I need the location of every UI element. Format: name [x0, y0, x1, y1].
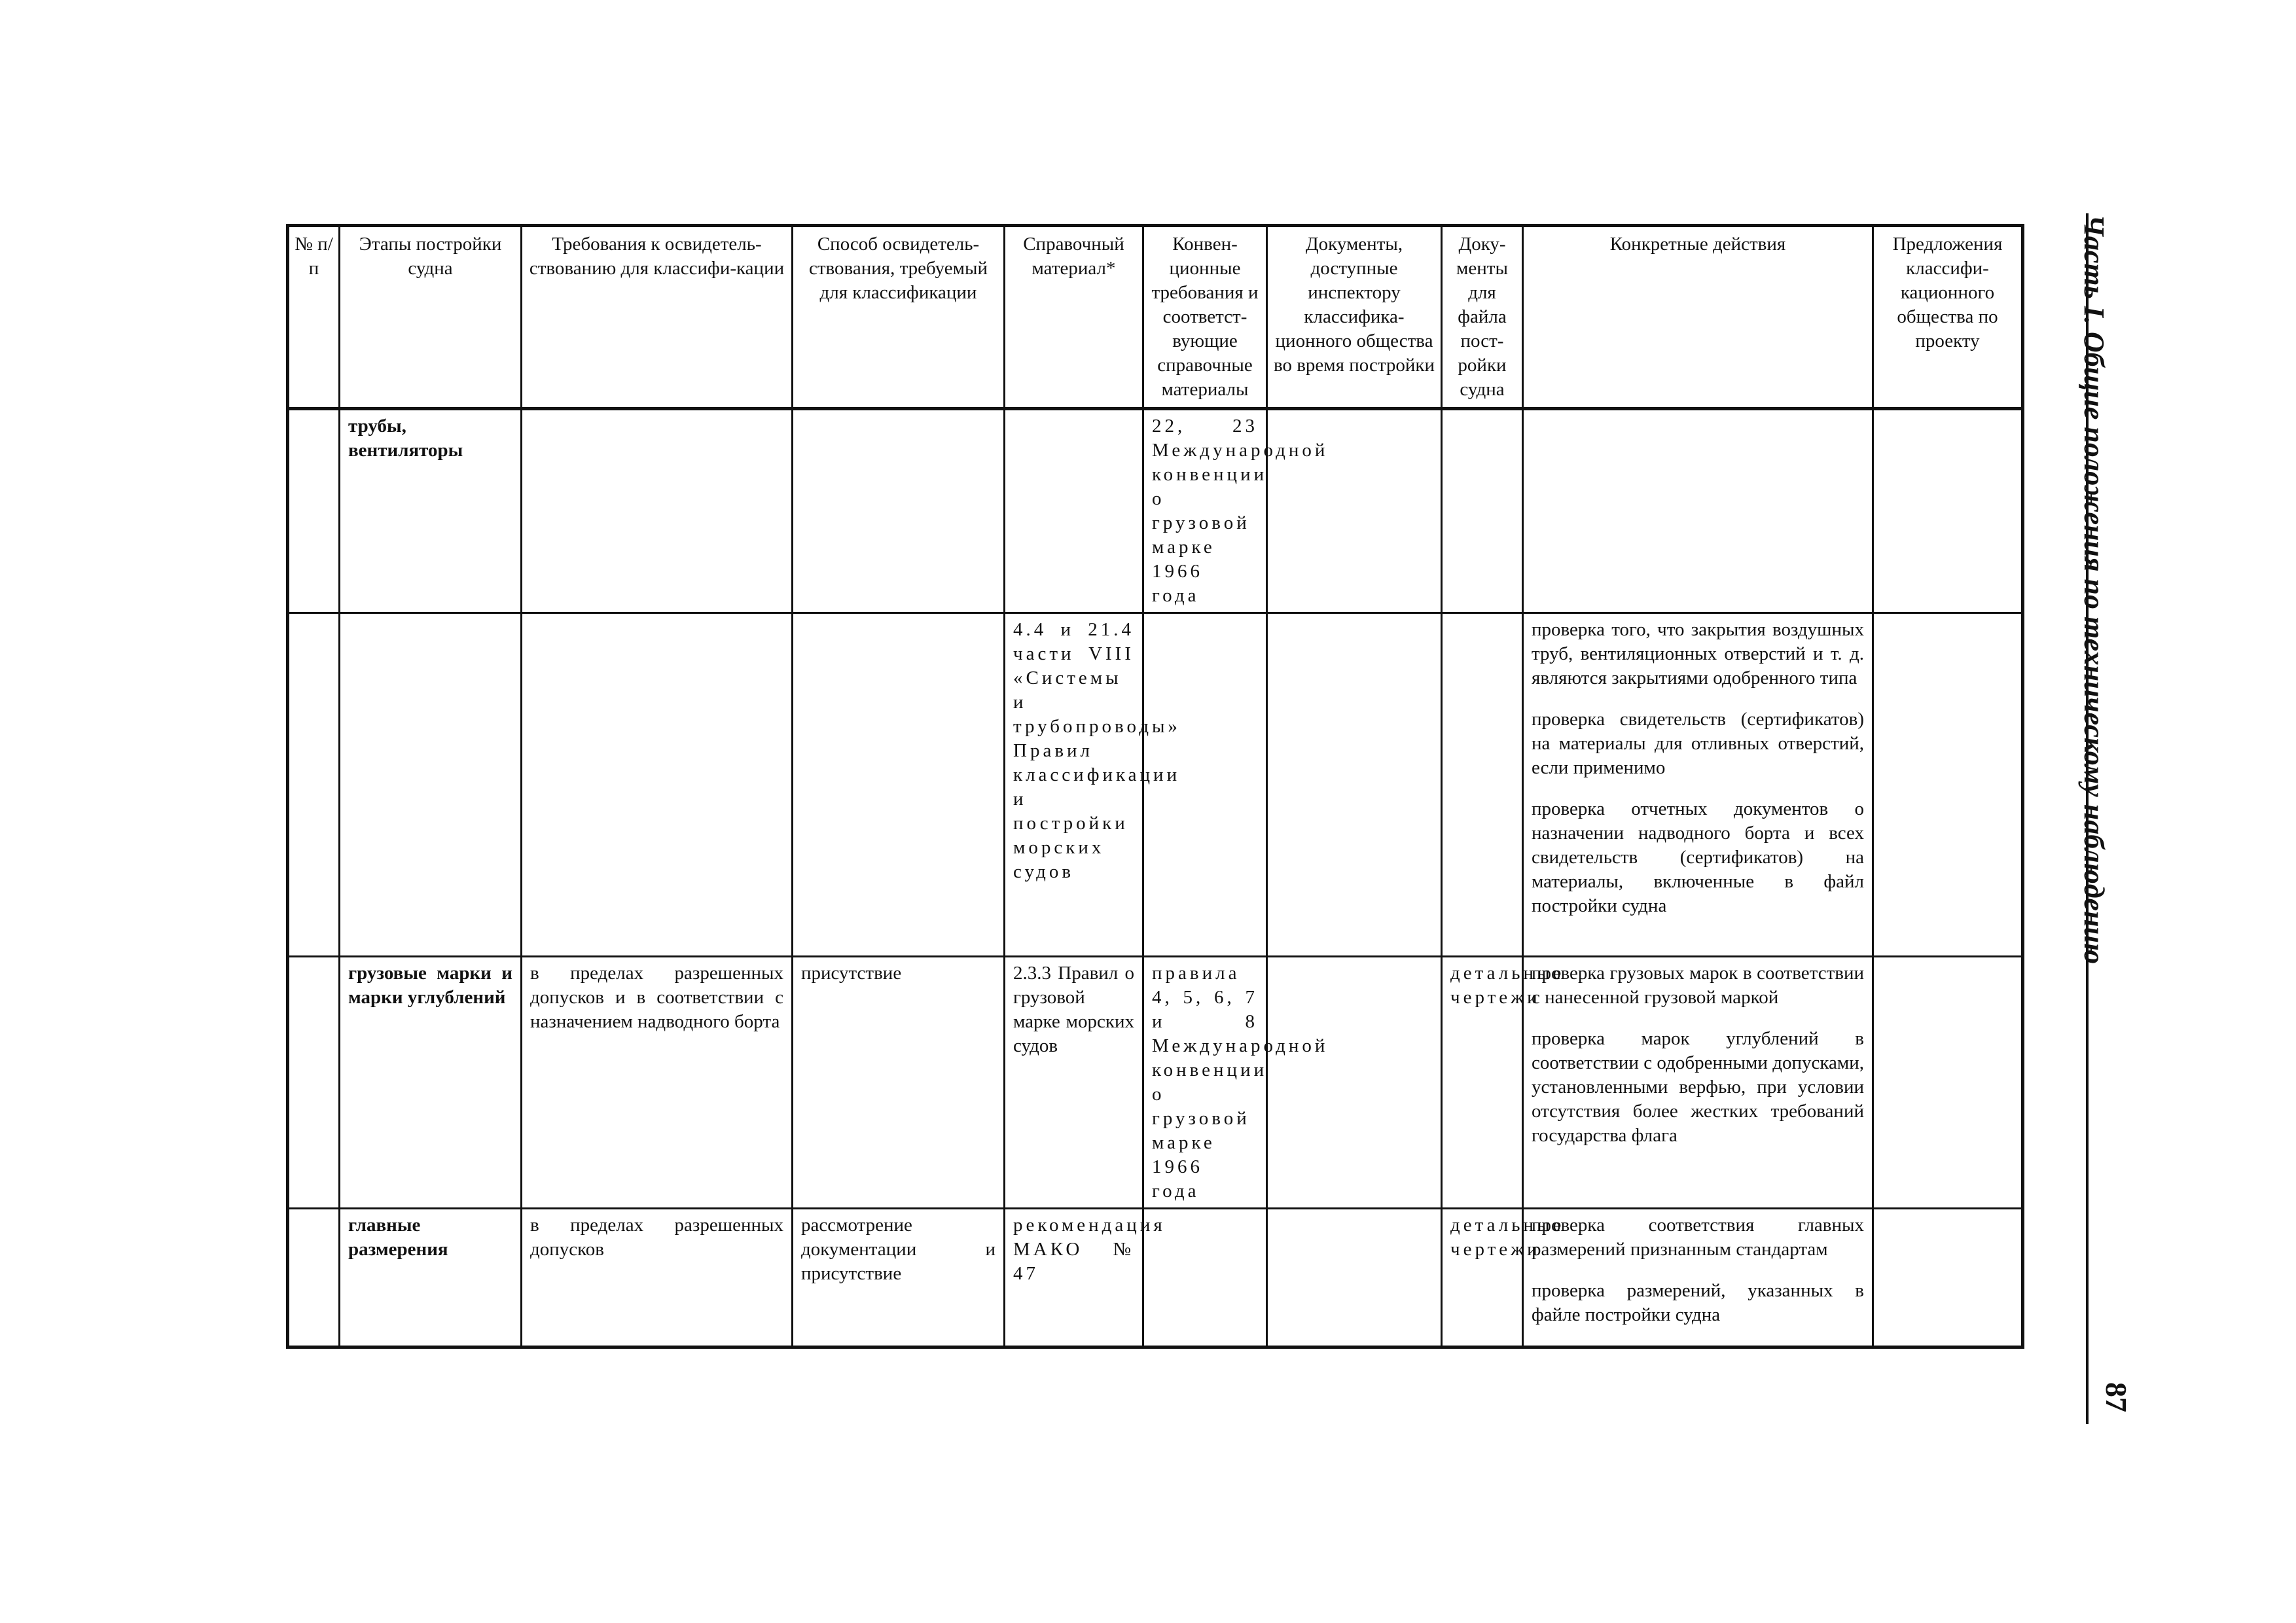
- cell-proposals: [1873, 613, 2023, 957]
- action-item: проверка размерений, указанных в файле постройки судна: [1532, 1280, 1864, 1325]
- cell-actions: [1523, 957, 1873, 1209]
- running-head: [2073, 215, 2113, 1327]
- cell-method: [793, 409, 1005, 613]
- cell-docs-file: детальные чертежи: [1442, 957, 1523, 1209]
- cell-method: рассмотрение документации и присутствие: [793, 1209, 1005, 1347]
- col-header-docs-inspector: Документы, доступные инспектору классифика-ционного общества во время постройки: [1267, 226, 1442, 409]
- cell-requirements: в пределах разрешенных допусков: [522, 1209, 793, 1347]
- col-header-actions: Конкретные действия: [1523, 226, 1873, 409]
- cell-convention: правила 4, 5, 6, 7 и 8 Международной конвенции о грузовой марке 1966 года: [1143, 957, 1267, 1209]
- col-header-proposals: Предложения классифи-кационного общества по проекту: [1873, 226, 2023, 409]
- action-item: проверка свидетельств (сертификатов) на материалы для отливных отверстий, если применимо: [1532, 709, 1864, 778]
- cell-docs-inspector: [1267, 957, 1442, 1209]
- cell-docs-inspector: [1267, 1209, 1442, 1347]
- cell-reference: рекомендация МАКО № 47: [1005, 1209, 1143, 1347]
- action-item: проверка соответствия главных размерений признанным стандартам: [1532, 1215, 1864, 1260]
- col-header-number: № п/п: [288, 226, 340, 409]
- cell-docs-file: [1442, 409, 1523, 613]
- cell-number: [288, 409, 340, 613]
- table-row: [288, 409, 2023, 613]
- cell-stage: грузовые марки и марки углублений: [340, 957, 522, 1209]
- cell-stage: трубы, вентиляторы: [340, 409, 522, 613]
- requirements-table: [286, 224, 2024, 1349]
- table-row: [288, 1209, 2023, 1347]
- col-header-stages: Этапы постройки судна: [340, 226, 522, 409]
- cell-proposals: [1873, 1209, 2023, 1347]
- cell-convention: 22, 23 Международной конвенции о грузовой марке 1966 года: [1143, 409, 1267, 613]
- running-head-text: Часть I. Общие положения по техническому наблюдению: [2078, 215, 2110, 965]
- table-row: [288, 957, 2023, 1209]
- table-header-row: [288, 226, 2023, 409]
- col-header-convention: Конвен-ционные требования и соответст-вующие справочные материалы: [1143, 226, 1267, 409]
- cell-reference: 2.3.3 Правил о грузовой марке морских судов: [1005, 957, 1143, 1209]
- cell-reference: 4.4 и 21.4 части VIII «Системы и трубопроводы» Правил классификации и постройки морских судов: [1005, 613, 1143, 957]
- cell-method: [793, 613, 1005, 957]
- cell-actions: [1523, 613, 1873, 957]
- cell-proposals: [1873, 957, 2023, 1209]
- cell-docs-inspector: [1267, 613, 1442, 957]
- cell-requirements: [522, 613, 793, 957]
- cell-actions: [1523, 1209, 1873, 1347]
- cell-stage: главные размерения: [340, 1209, 522, 1347]
- action-item: проверка грузовых марок в соответствии с нанесенной грузовой маркой: [1532, 963, 1864, 1008]
- page-number: [2094, 1382, 2140, 1435]
- cell-number: [288, 957, 340, 1209]
- cell-requirements: [522, 409, 793, 613]
- cell-number: [288, 613, 340, 957]
- cell-method: присутствие: [793, 957, 1005, 1209]
- col-header-reference: Справочный материал*: [1005, 226, 1143, 409]
- action-item: проверка марок углублений в соответствии с одобренными допусками, установленными верфью, при условии отсутствия более жестких требований государства флага: [1532, 1028, 1864, 1146]
- col-header-requirements: Требования к освидетель-ствованию для классифи-кации: [522, 226, 793, 409]
- cell-requirements: в пределах разрешенных допусков и в соответствии с назначением надводного борта: [522, 957, 793, 1209]
- cell-actions: [1523, 409, 1873, 613]
- cell-proposals: [1873, 409, 2023, 613]
- cell-docs-file: [1442, 613, 1523, 957]
- page-number-text: 87: [2100, 1382, 2133, 1412]
- table-row: [288, 613, 2023, 957]
- cell-reference: [1005, 409, 1143, 613]
- action-item: проверка отчетных документов о назначении надводного борта и всех свидетельств (сертификатов) на материалы, включенные в файл постройки судна: [1532, 798, 1864, 916]
- col-header-docs-file: Доку-менты для файла пост-ройки судна: [1442, 226, 1523, 409]
- cell-stage: [340, 613, 522, 957]
- cell-docs-file: детальные чертежи: [1442, 1209, 1523, 1347]
- cell-number: [288, 1209, 340, 1347]
- action-item: проверка того, что закрытия воздушных труб, вентиляционных отверстий и т. д. являются закрытиями одобренного типа: [1532, 619, 1864, 688]
- col-header-method: Способ освидетель-ствования, требуемый для классификации: [793, 226, 1005, 409]
